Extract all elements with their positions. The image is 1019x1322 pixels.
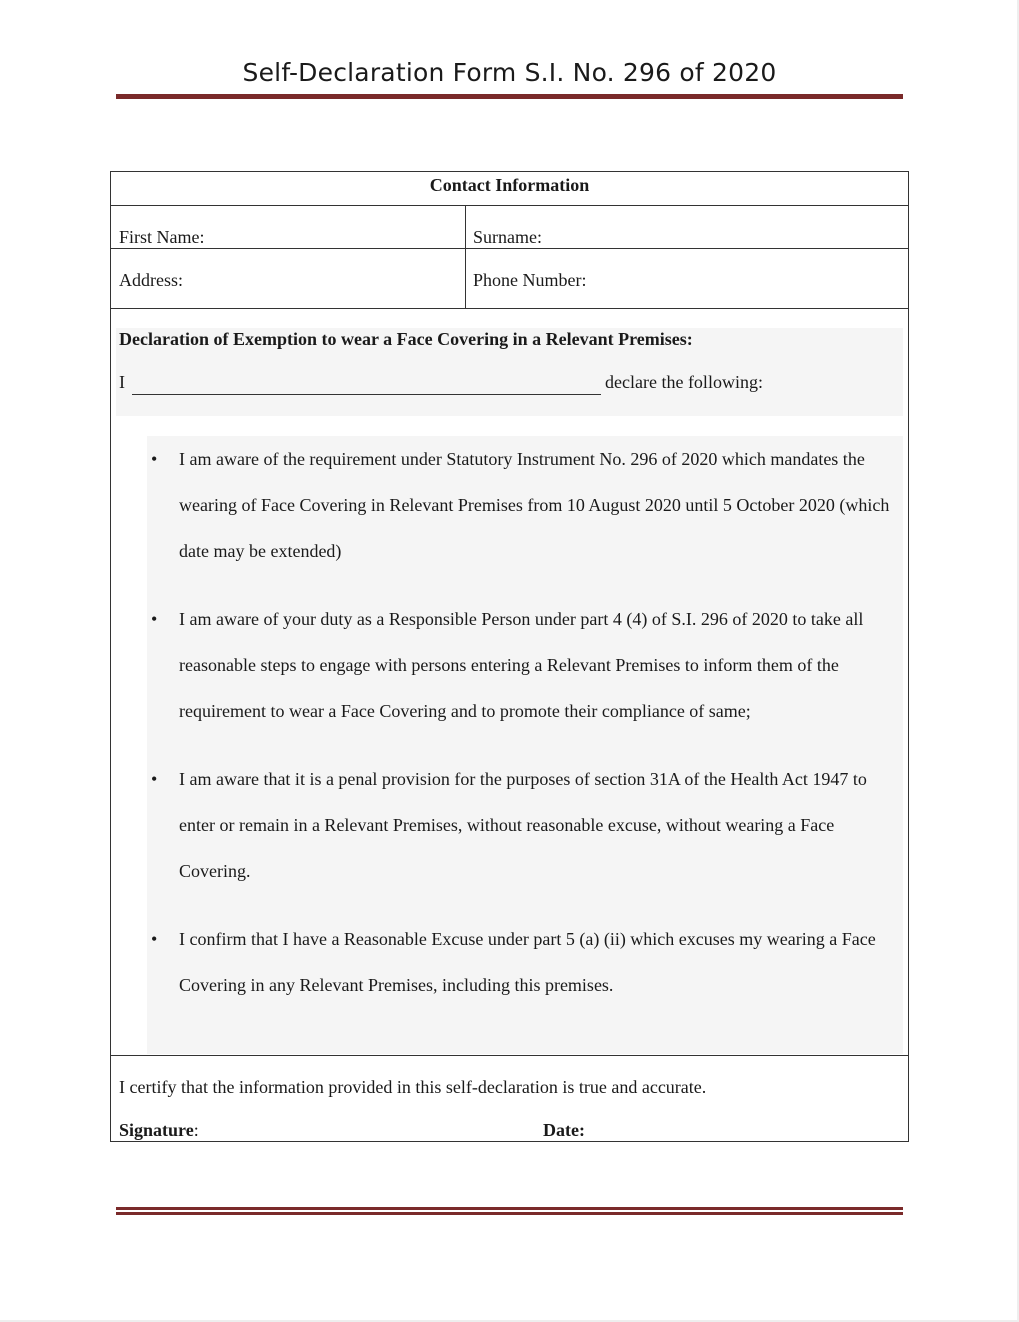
declaration-prefix: I [119, 372, 125, 392]
contact-section-heading: Contact Information [429, 175, 590, 195]
list-item-text: I am aware of your duty as a Responsible Person under part 4 (4) of S.I. 296 of 2020 to take all reasonable steps to engage with persons entering a Relevant Premises to inform them of the requirement to wear a Face Covering and to promote their compliance of same; [179, 609, 864, 721]
date-label: Date: [543, 1120, 585, 1140]
column-divider [465, 205, 466, 308]
declaration-form [110, 171, 909, 1142]
header-rule [116, 94, 903, 99]
divider [111, 205, 908, 206]
list-item [147, 436, 907, 574]
certification-statement: I certify that the information provided in this self-declaration is true and accurate. [119, 1077, 707, 1097]
list-item-text: I am aware of the requirement under Statutory Instrument No. 296 of 2020 which mandates the wearing of Face Covering in Relevant Premises from 10 August 2020 until 5 October 2020 (which date may be extended) [179, 449, 890, 561]
first-name-field[interactable]: First Name: [119, 227, 205, 247]
date-field[interactable] [592, 1141, 760, 1142]
bullet-icon: • [151, 449, 158, 469]
bullet-icon: • [151, 929, 158, 949]
declaration-heading: Declaration of Exemption to wear a Face Covering in a Relevant Premises: [119, 329, 693, 349]
phone-number-field[interactable]: Phone Number: [473, 270, 587, 290]
signature-label-text: Signature [119, 1120, 194, 1140]
list-item [147, 756, 907, 894]
divider [111, 248, 908, 249]
bullet-icon: • [151, 609, 158, 629]
declaration-suffix: declare the following: [605, 372, 763, 392]
list-item [147, 596, 907, 734]
footer-rule [116, 1207, 903, 1210]
declarant-name-blank[interactable] [132, 394, 601, 395]
signature-colon: : [193, 1120, 199, 1140]
bullet-icon: • [151, 769, 158, 789]
list-item-text: I am aware that it is a penal provision for the purposes of section 31A of the Health Act 1947 to enter or remain in a Relevant Premises, without reasonable excuse, without wearing a Face Covering. [179, 769, 867, 881]
footer-rule [116, 1212, 903, 1215]
signature-field[interactable] [207, 1141, 539, 1142]
surname-field[interactable]: Surname: [473, 227, 542, 247]
signature-label [119, 1120, 199, 1141]
list-item [147, 916, 907, 1008]
divider [111, 308, 908, 309]
declaration-list [147, 436, 907, 1030]
list-item-text: I confirm that I have a Reasonable Excuse under part 5 (a) (ii) which excuses my wearing a Face Covering in any Relevant Premises, including this premises. [179, 929, 876, 995]
divider [111, 1055, 908, 1056]
page-title: Self-Declaration Form S.I. No. 296 of 2020 [242, 58, 777, 87]
address-field[interactable]: Address: [119, 270, 183, 290]
